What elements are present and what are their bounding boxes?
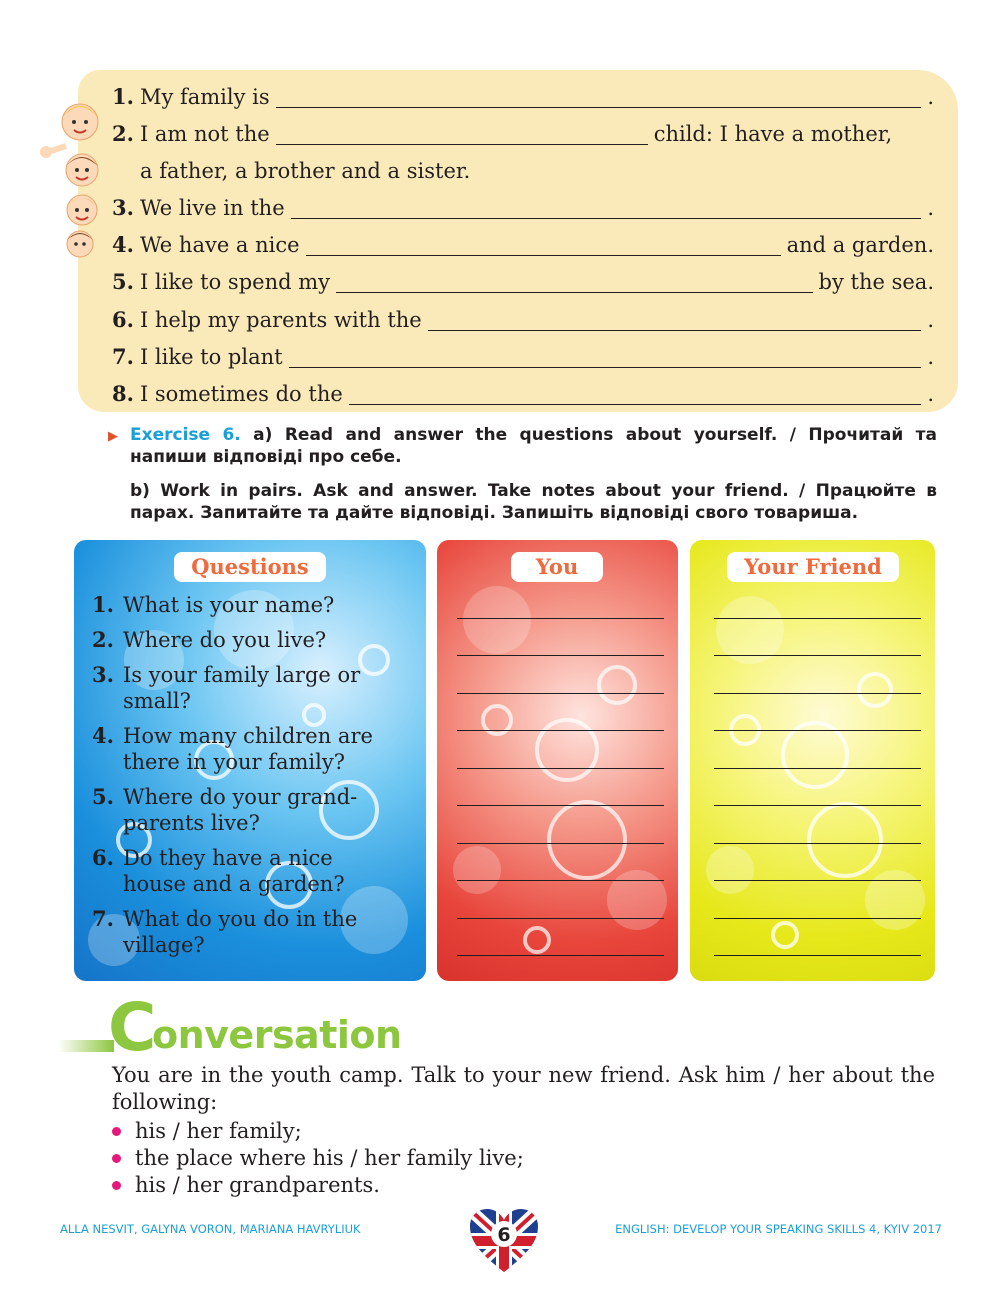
sentence-ending: . — [927, 308, 934, 332]
topic-item — [112, 1118, 524, 1145]
exercise-part-a: a) Read and answer the questions about yourself. / Прочитай та напиши відповіді про себе. — [130, 425, 938, 467]
question-item — [92, 662, 412, 714]
answer-line[interactable] — [714, 844, 921, 882]
sentence-number: 8. — [112, 381, 134, 406]
question-text: Where do your grand-parents live? — [123, 785, 358, 835]
sentence-number: 7. — [112, 344, 134, 369]
question-number: 1. — [92, 592, 114, 617]
sentence-number: 3. — [112, 195, 134, 220]
answer-blank[interactable] — [336, 271, 813, 293]
friend-card — [690, 540, 935, 981]
sentence-ending: . — [927, 382, 934, 406]
question-text: What is your name? — [123, 593, 335, 617]
sentence-number: 2. — [112, 121, 134, 146]
answer-blank[interactable] — [276, 86, 922, 108]
sentence-text: I sometimes do the — [139, 382, 343, 406]
question-text: How many children are there in your family? — [123, 724, 373, 774]
answer-lines — [714, 617, 921, 956]
question-number: 5. — [92, 784, 114, 809]
exercise-instruction-a — [108, 424, 938, 468]
answer-blank[interactable] — [276, 123, 648, 145]
question-number: 4. — [92, 723, 114, 748]
answer-line[interactable] — [457, 881, 664, 919]
question-item — [92, 906, 412, 958]
questions-list — [92, 592, 412, 967]
answer-line[interactable] — [714, 656, 921, 694]
sentence-ending: child: I have a mother, — [653, 122, 893, 146]
questions-header: Questions — [174, 552, 326, 582]
sentence-5 — [112, 267, 934, 297]
answer-line[interactable] — [714, 919, 921, 957]
answer-line[interactable] — [457, 731, 664, 769]
sentence-ending: and a garden. — [786, 233, 934, 257]
question-text: Where do you live? — [123, 628, 327, 652]
answer-blank[interactable] — [349, 383, 922, 405]
exercise-label: Exercise 6. — [130, 425, 241, 445]
sentence-ending: by the sea. — [818, 270, 934, 294]
answer-line[interactable] — [457, 619, 664, 657]
sentence-number: 4. — [112, 232, 134, 257]
sentence-2 — [112, 119, 934, 149]
sentence-text: I like to plant — [139, 345, 283, 369]
sentence-6 — [112, 305, 934, 335]
sentence-1 — [112, 82, 934, 112]
answer-blank[interactable] — [306, 234, 781, 256]
question-item — [92, 627, 412, 653]
question-number: 6. — [92, 845, 114, 870]
question-text: What do you do in the village? — [123, 907, 358, 957]
question-text: Is your family large or small? — [123, 663, 361, 713]
friend-header: Your Friend — [727, 552, 899, 582]
exercise-instruction-b: b) Work in pairs. Ask and answer. Take notes about your friend. / Працюйте в парах. Запитайте та дайте відповіді. Запишіть відповіді свого товариша. — [130, 481, 937, 523]
answer-line[interactable] — [457, 694, 664, 732]
answer-line[interactable] — [457, 769, 664, 807]
bullet-icon — [112, 1154, 121, 1163]
sentence-ending: . — [927, 196, 934, 220]
question-text: Do they have a nice house and a garden? — [123, 846, 345, 896]
answer-line[interactable] — [714, 694, 921, 732]
answer-line[interactable] — [457, 919, 664, 957]
topic-text: his / her grandparents. — [135, 1173, 380, 1197]
answer-blank[interactable] — [428, 309, 922, 331]
sentence-number: 5. — [112, 269, 134, 294]
conversation-intro: You are in the youth camp. Talk to your new friend. Ask him / her about the following: — [112, 1063, 935, 1114]
answer-line[interactable] — [457, 656, 664, 694]
sentence-text: My family is — [139, 85, 270, 109]
bullet-icon — [112, 1127, 121, 1136]
question-number: 2. — [92, 627, 114, 652]
answer-blank[interactable] — [289, 346, 922, 368]
play-arrow-icon: ▶ — [108, 429, 118, 444]
question-item — [92, 592, 412, 618]
question-number: 3. — [92, 662, 114, 687]
sentence-4 — [112, 230, 934, 260]
sentence-ending: . — [927, 85, 934, 109]
sentence-text: I help my parents with the — [139, 308, 422, 332]
answer-line[interactable] — [457, 806, 664, 844]
question-item — [92, 845, 412, 897]
answer-line[interactable] — [714, 619, 921, 657]
page-number: 6 — [497, 1224, 511, 1246]
sentence-text: We live in the — [139, 196, 285, 220]
question-item — [92, 723, 412, 775]
answer-blank[interactable] — [291, 197, 922, 219]
sentence-text: We have a nice — [139, 233, 300, 257]
topic-text: the place where his / her family live; — [135, 1146, 524, 1170]
footer-book-title: ENGLISH: DEVELOP YOUR SPEAKING SKILLS 4, KYIV 2017 — [615, 1222, 942, 1236]
answer-line[interactable] — [714, 881, 921, 919]
sentence-ending: . — [927, 345, 934, 369]
section-title-bar — [58, 1040, 114, 1052]
topic-item — [112, 1145, 524, 1172]
conversation-topics — [112, 1118, 524, 1199]
answer-line[interactable] — [714, 769, 921, 807]
sentence-text: I like to spend my — [139, 270, 330, 294]
answer-lines — [457, 617, 664, 956]
section-title: onversation — [152, 1013, 402, 1057]
section-title-initial: C — [108, 989, 157, 1066]
answer-line[interactable] — [714, 806, 921, 844]
sentence-number: 6. — [112, 307, 134, 332]
answer-line[interactable] — [457, 844, 664, 882]
sentence-3 — [112, 193, 934, 223]
you-card — [437, 540, 678, 981]
sentence-text: I am not the — [139, 122, 270, 146]
sentence-8 — [112, 379, 934, 409]
answer-line[interactable] — [714, 731, 921, 769]
you-header: You — [511, 552, 603, 582]
question-item — [92, 784, 412, 836]
bullet-icon — [112, 1181, 121, 1190]
questions-card — [74, 540, 426, 981]
question-number: 7. — [92, 906, 114, 931]
children-illustration — [28, 92, 108, 262]
sentence-number: 1. — [112, 84, 134, 109]
topic-item — [112, 1172, 524, 1199]
sentence-7 — [112, 342, 934, 372]
sentence-2-continuation: a father, a brother and a sister. — [140, 159, 471, 183]
footer-authors: ALLA NESVIT, GALYNA VORON, MARIANA HAVRYLIUK — [60, 1222, 361, 1236]
topic-text: his / her family; — [135, 1119, 302, 1143]
